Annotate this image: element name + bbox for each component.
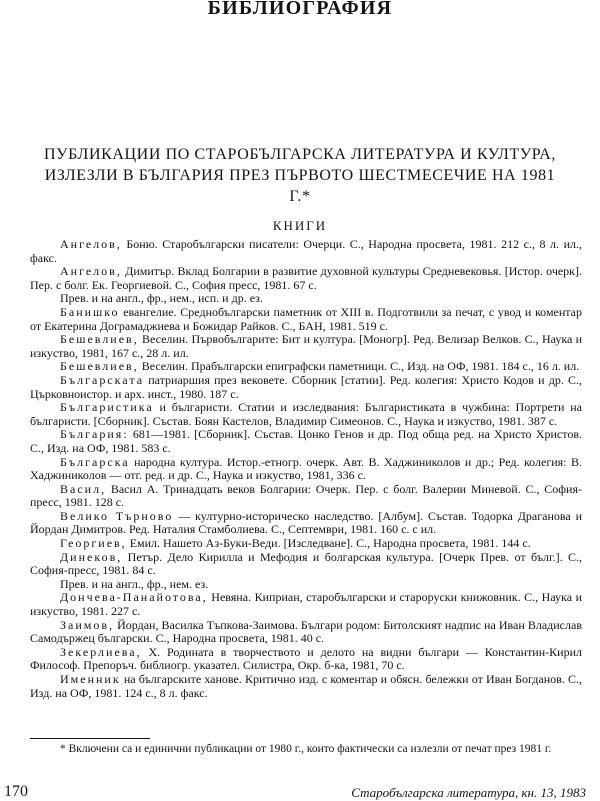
entry-author: Дончева-Панайотова, bbox=[60, 590, 208, 605]
bibliography-entry bbox=[30, 646, 582, 673]
entry-text: Емил. Нашето Аз-Буки-Веди. [Изследване]. С., Народна просвета, 1981. 144 с. bbox=[126, 536, 531, 551]
entry-author: Именник bbox=[60, 672, 121, 686]
entry-text: Невяна. Киприан, старобългарски и староруски книжовник. С., Наука и изкуство, 1981. 227 с. bbox=[30, 590, 582, 619]
entry-author: Ангелов, bbox=[60, 237, 122, 251]
entry-text: Веселин. Първобългарите: Бит и култура. [Моногр]. Ред. Велизар Велков. С., Наука и изкуство, 1981, 167 с., 28 л. ил. bbox=[30, 332, 582, 360]
bibliography-entry bbox=[30, 591, 582, 618]
section-heading: КНИГИ bbox=[272, 218, 328, 233]
bibliography-entry bbox=[30, 333, 582, 360]
bibliography-entry bbox=[30, 673, 582, 700]
footnote: * Включени са и единични публикации от 1980 г., които фактически са излезли от печат през 1981 г. bbox=[60, 743, 552, 755]
entry-author: Георгиев, bbox=[60, 536, 127, 551]
entry-author: Васил, bbox=[60, 481, 107, 496]
bibliography-entry bbox=[30, 292, 582, 306]
entry-text: на българските ханове. Критично изд. с коментар и обясн. бележки от Иван Богданов. С., Изд. на ОФ, 1981. 124 с., 8 л. факс. bbox=[30, 672, 582, 700]
entry-author: Динеков, bbox=[60, 549, 123, 564]
entry-author: Българската bbox=[60, 372, 145, 387]
entry-text: и българисти. Статии и изследвания: Българистиката в чужбина: Портрети на българисти. [Сборник]. Състав. Боян Кастелов, Владимир Симеонов. С., Наука и изкуство, 1981. 387 с. bbox=[30, 400, 582, 428]
bibliography-entry bbox=[30, 619, 582, 646]
bibliography-list bbox=[30, 238, 582, 700]
entry-text: Йордан, Василка Тъпкова-Заимова. Българи родом: Битолският надпис на Иван Владислав Самодържец български. С., Народна просвета, 1981. 40 с. bbox=[30, 617, 582, 646]
entry-author: България: bbox=[60, 427, 129, 442]
article-title: ПУБЛИКАЦИИ ПО СТАРОБЪЛГАРСКА ЛИТЕРАТУРА И КУЛТУРА, ИЗЛЕЗЛИ В БЪЛГАРИЯ ПРЕЗ ПЪРВОТО ШЕСТМЕСЕЧИЕ НА 1981 Г.* bbox=[44, 145, 556, 205]
bibliography-entry bbox=[30, 360, 582, 374]
footnote-divider bbox=[30, 738, 150, 739]
entry-author: Бешевлиев, bbox=[60, 332, 139, 347]
bibliography-entry bbox=[30, 401, 582, 428]
entry-author: Бешевлиев, bbox=[60, 359, 139, 374]
bibliography-entry bbox=[30, 265, 582, 292]
bibliography-entry bbox=[30, 306, 582, 333]
entry-text: — културно-историческо наследство. [Албум]. Състав. Тодорка Драганова и Йордан Димитров. Ред. Наталия Стамболиева. С., Септември, 1981. 160 с. с ил. bbox=[30, 508, 582, 537]
entry-author: Българистика bbox=[60, 400, 154, 415]
bibliography-entry bbox=[30, 374, 582, 401]
entry-author: Българска bbox=[60, 454, 130, 469]
entry-text: народна култура. Истор.-етногр. очерк. Авт. В. Хаджиниколов и др.; Ред. колегия: В. Хаджиниколов — отг. ред. и др. С., Наука и изкуство, 1981, 336 с. bbox=[30, 454, 582, 483]
entry-author: Заимов, bbox=[60, 617, 115, 632]
entry-text: Веселин. Прабългарски епиграфски паметници. С., Изд. на ОФ, 1981. 184 с., 16 л. ил. bbox=[138, 359, 580, 374]
entry-text: Димитър. Вклад Болгарии в развитие духовной культуры Средневековья. [Истор. очерк]. Пер. с болг. Ек. Георгиевой. С., София пресс, 1981. 67 с. bbox=[30, 264, 582, 292]
entry-author: Банишко bbox=[60, 304, 120, 319]
entry-author: Велико Търново bbox=[60, 508, 174, 523]
entry-text: Х. Родината в творчеството и делото на видни българи — Константин-Кирил Философ. Препоръч. библиогр. указател. Силистра, Окр. б-ка, 1981, 70 с. bbox=[30, 644, 582, 673]
entry-author: Ангелов, bbox=[60, 264, 122, 279]
bibliography-entry bbox=[30, 456, 582, 483]
entry-text: Боню. Старобългарски писатели: Очерци. С., Народна просвета, 1981. 212 с., 8 л. ил., факс. bbox=[30, 237, 582, 265]
page-number: 170 bbox=[4, 783, 28, 800]
entry-text: Прев. и на англ., фр., нем. ез. bbox=[60, 576, 209, 591]
bibliography-entry bbox=[30, 510, 582, 537]
entry-text: Прев. и на англ., фр., нем., исп. и др. ез. bbox=[60, 291, 263, 306]
journal-reference: Старобългарска литература, кн. 13, 1983 bbox=[351, 785, 586, 800]
entry-text: Васил А. Тринадцать веков Болгарии: Очерк. Пер. с болг. Валерии Миневой. С., София-пресс, 1981. 128 с. bbox=[30, 481, 582, 510]
bibliography-entry bbox=[30, 578, 582, 592]
entry-text: евангелие. Среднобългарски паметник от XIII в. Подготвили за печат, с увод и коментар от Екатерина Дограмаджиева и Божидар Райков. С., БАН, 1981. 519 с. bbox=[30, 304, 582, 333]
entry-text: Петър. Дело Кирилла и Мефодия и болгарская культура. [Очерк Прев. от бълг.]. С., София-пресс, 1981. 84 с. bbox=[30, 549, 582, 578]
bibliography-entry bbox=[30, 537, 582, 551]
bibliography-entry bbox=[30, 238, 582, 265]
bibliography-entry bbox=[30, 428, 582, 455]
entry-text: патриаршия през вековете. Сборник [статии]. Ред. колегия: Христо Кодов и др. С., Църковноистор. и арх. инст., 1980. 187 с. bbox=[30, 372, 582, 401]
bibliography-entry bbox=[30, 551, 582, 578]
entry-author: Зекерлиева, bbox=[60, 644, 142, 659]
running-header: БИБЛИОГРАФИЯ bbox=[207, 0, 393, 19]
entry-text: 681—1981. [Сборник]. Състав. Цонко Генов и др. Под обща ред. на Христо Христов. С., Изд. на ОФ, 1981. 583 с. bbox=[30, 427, 582, 455]
bibliography-entry bbox=[30, 483, 582, 510]
